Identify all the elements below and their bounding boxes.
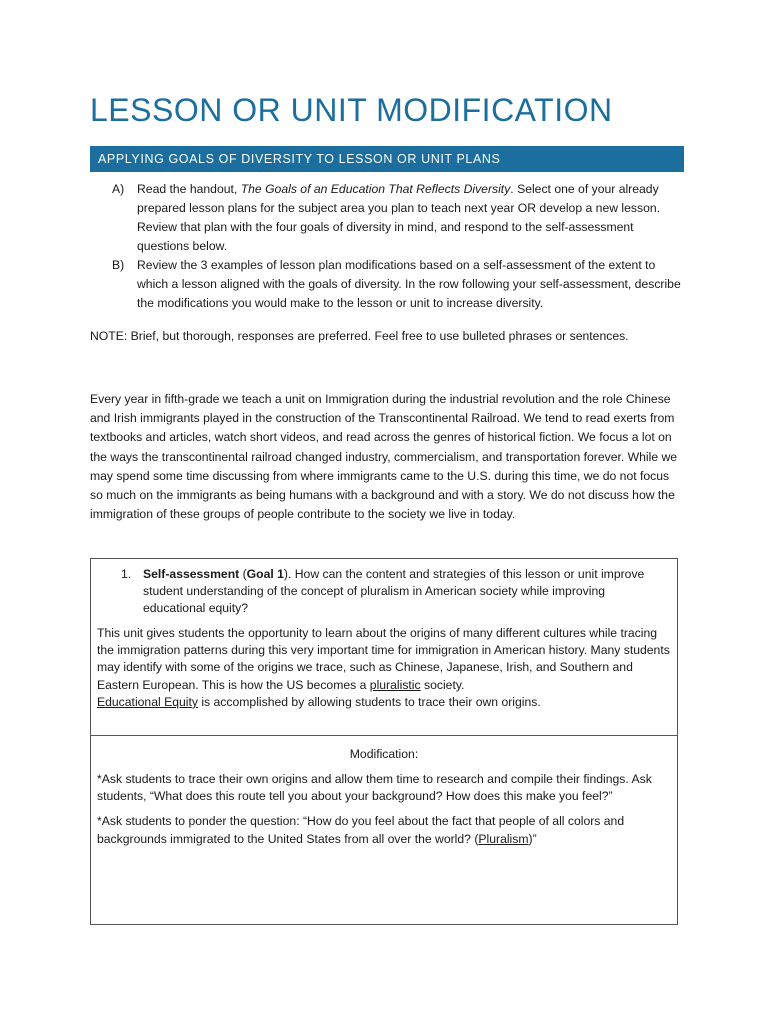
note-text: NOTE: Brief, but thorough, responses are preferred. Feel free to use bulleted phrases or sentences. bbox=[90, 329, 629, 343]
handout-title: The Goals of an Education That Reflects Diversity bbox=[240, 182, 511, 196]
educational-equity-term: Educational Equity bbox=[97, 694, 198, 709]
instruction-step-a bbox=[90, 180, 684, 256]
pluralism-term: Pluralism bbox=[478, 831, 529, 846]
modification-item: *Ask students to ponder the question: “How do you feel about the fact that people of all colors and backgrounds immigrated to the United States from all over the world? (Pluralism)” bbox=[97, 814, 625, 846]
instructions-list bbox=[90, 180, 684, 313]
self-assessment-box bbox=[90, 558, 678, 736]
self-assessment-question: 1. Self-assessment (Goal 1). How can the content and strategies of this lesson or unit improve student understanding of the concept of pluralism in American society while improving educational equity? bbox=[121, 567, 645, 615]
question-label: Self-assessment bbox=[143, 567, 240, 581]
question-number: 1. bbox=[121, 567, 132, 581]
step-marker: B) bbox=[112, 258, 125, 272]
modification-item: *Ask students to trace their own origins and allow them time to research and compile their findings. Ask students, “What does this route tell you about your background? How does this make you feel?” bbox=[97, 772, 652, 804]
step-text: Review the 3 examples of lesson plan modifications based on a self-assessment of the extent to which a lesson aligned with the goals of diversity. In the row following your self-assessment, describe the modifications you would make to the lesson or unit to increase diversity. bbox=[137, 258, 681, 310]
goal-label: Goal 1 bbox=[246, 567, 284, 581]
pluralistic-term: pluralistic bbox=[369, 677, 421, 692]
step-text: Read the handout, The Goals of an Education That Reflects Diversity. Select one of your already prepared lesson plans for the subject area you plan to teach next year OR develop a new lesson. Review that plan with the four goals of diversity in mind, and respond to the self-assessment questions below. bbox=[137, 182, 661, 253]
modification-box bbox=[90, 735, 678, 925]
instruction-step-b bbox=[90, 256, 684, 313]
modification-heading: Modification: bbox=[349, 747, 419, 761]
self-assessment-answer: This unit gives students the opportunity to learn about the origins of many different cultures while tracing the immigration patterns during this very important time for immigration in American history. Many students may identify with some of the origins we trace, such as Chinese, Japanese, Irish, and Southern and Eastern European. This is how the US becomes a pluralistic society. Educational Equity is accomplished by allowing students to trace their own origins. bbox=[97, 626, 670, 709]
section-heading-bar: APPLYING GOALS OF DIVERSITY TO LESSON OR UNIT PLANS bbox=[90, 146, 684, 172]
intro-paragraph: Every year in fifth-grade we teach a unit on Immigration during the industrial revolution and the role Chinese and Irish immigrants played in the construction of the Transcontinental Railroad. We tend to read exerts from textbooks and articles, watch short videos, and read across the genres of historical fiction. We focus a lot on the ways the transcontinental railroad changed industry, commercialism, and transportation forever. While we may spend some time discussing from where immigrants came to the U.S. during this time, we do not focus so much on the immigrants as being humans with a background and with a story. We do not discuss how the immigration of these groups of people contribute to the society we live in today. bbox=[90, 392, 678, 522]
page-title: LESSON OR UNIT MODIFICATION bbox=[90, 92, 613, 128]
step-marker: A) bbox=[112, 182, 125, 196]
